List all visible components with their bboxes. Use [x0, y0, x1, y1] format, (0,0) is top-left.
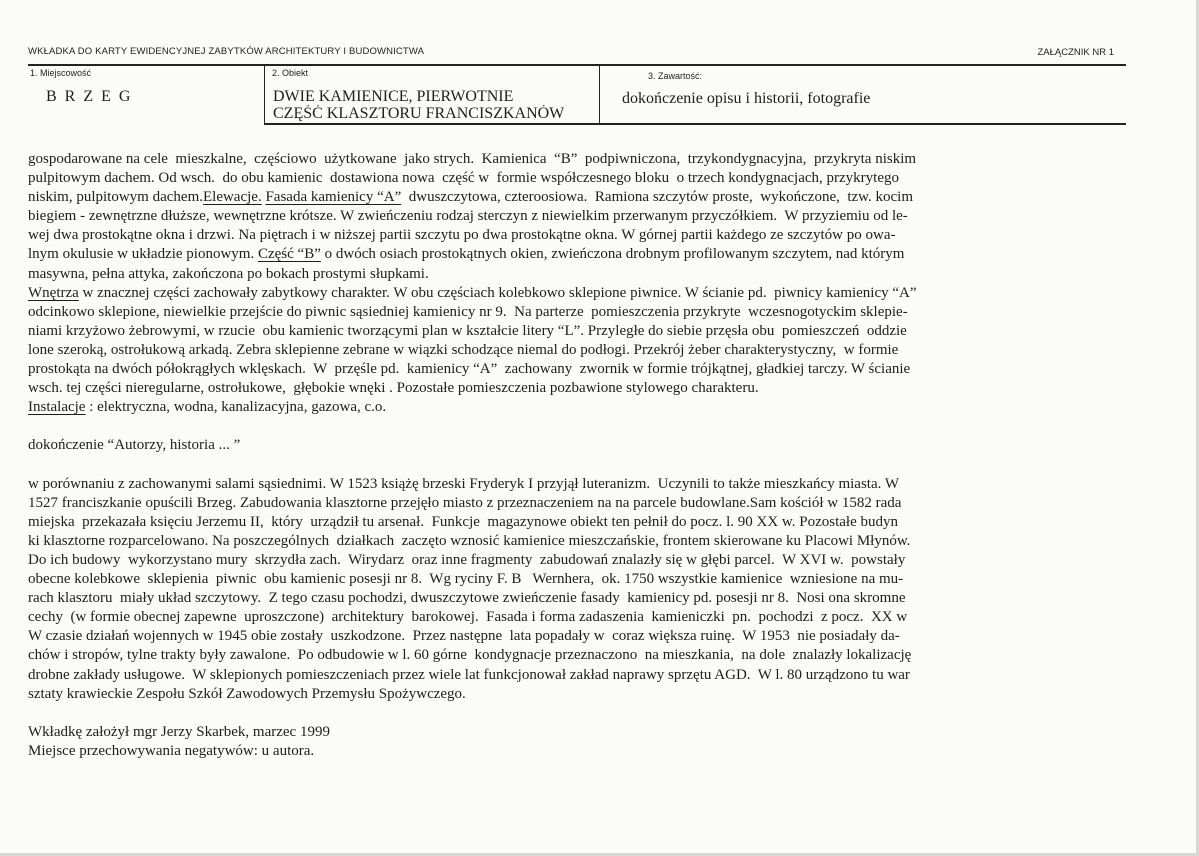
text-line: odcinkowo sklepione, niewielkie przejście do piwnic sąsiedniej kamienicy nr 9. Na parterze pomieszczenia przykryte wczesnogotyckim sklepie-	[28, 303, 908, 320]
text-line: masywna, pełna attyka, zakończona po bokach prostymi słupkami.	[28, 265, 429, 282]
text-segment: niskim, pulpitowym dachem.	[28, 189, 203, 206]
text-line: sztaty krawieckie Zespołu Szkół Zawodowych Przemysłu Spożywczego.	[28, 685, 466, 702]
form-title: WKŁADKA DO KARTY EWIDENCYJNEJ ZABYTKÓW ARCHITEKTURY I BUDOWNICTWA	[28, 46, 425, 57]
text-line: chów i stropów, tylne trakty były zawalone. Po odbudowie w l. 60 górne kondygnacje przeznaczono na mieszkania, na dole znalazły lokalizację	[28, 647, 912, 664]
text-segment: dwuszczytowa, czteroosiowa. Ramiona szczytów proste, wykończone, tzw. kocim	[401, 189, 914, 206]
text-segment: o dwóch osiach prostokątnych okien, zwieńczona drobnym profilowanym szczytem, nad którym	[320, 246, 905, 263]
top-rule	[28, 64, 1126, 66]
author-line: Wkładkę założył mgr Jerzy Skarbek, marzec 1999	[28, 723, 330, 740]
object-value-line2: CZĘŚĆ KLASZTORU FRANCISZKANÓW	[273, 105, 565, 122]
text-segment: : elektryczna, wodna, kanalizacyjna, gazowa, c.o.	[85, 399, 387, 416]
text-line: cechy (w formie obecnej zapewne uproszczone) architektury barokowej. Fasada i forma zadaszenia kamieniczki pn. pochodzi z pocz. XX w	[28, 609, 908, 626]
text-line: obecne kolebkowe sklepienia piwnic obu kamienic posesji nr 8. Wg ryciny F. B Wernhera, ok. 1750 wszystkie kamienice wzniesione na mu-	[28, 571, 904, 588]
text-line: lone szeroką, ostrołukową arkadą. Zebra sklepienne zebrane w wiązki schodzące niemal do podłogi. Przekrój żeber charakterystyczny, w formie	[28, 341, 899, 358]
field-divider-1	[264, 66, 265, 124]
text-line: 1527 franciszkanie opuścili Brzeg. Zabudowania klasztorne przejęło miasto z przeznaczeniem na na parcele budowlane.Sam kościół w 1582 rada	[28, 494, 902, 511]
heading-czesc-b: Część “B”	[257, 246, 321, 263]
object-value-line1: DWIE KAMIENICE, PIERWOTNIE	[273, 88, 514, 105]
text-line	[28, 188, 1128, 207]
text-line: niami krzyżowo żebrowymi, w rzucie obu kamienic tworzącymi plan w kształcie litery “L”. Przyległe do siebie przęsła obu pomieszczeń oddzie	[28, 322, 907, 339]
text-line: prostokąta na dwóch półokrągłych wklęskach. W przęśle pd. kamienicy “A” zachowany zwornik w formie trójkątnej, gładkiej tarczy. W ścianie	[28, 361, 911, 378]
place-value: B R Z E G	[46, 88, 133, 105]
fields-bottom-rule	[264, 123, 1126, 125]
text-line: wej dwa prostokątne okna i drzwi. Na piętrach i w niższej partii szczytu po dwa prostokątne okna. W górnej partii każdego ze szczytów po owa-	[28, 227, 896, 244]
text-line: w porównaniu z zachowanymi salami sąsiednimi. W 1523 książę brzeski Fryderyk I przyjął luteranizm. Uczynili to także mieszkańcy miasta. W	[28, 475, 899, 492]
heading-fasada-a: Fasada kamienicy “A”	[265, 189, 402, 206]
text-line: drobne zakłady usługowe. W sklepionych pomieszczeniach przez wiele lat funkcjonował zakład naprawy sprzętu AGD. W l. 80 urządzono tu war	[28, 666, 910, 683]
body-text	[28, 150, 1128, 761]
blank-line	[28, 456, 1128, 475]
annex-label: ZAŁĄCZNIK NR 1	[1037, 47, 1114, 58]
text-line: pulpitowym dachem. Od wsch. do obu kamienic dostawiona nowa część w formie współczesnego bloku o trzech kondygnacjach, przykrytego	[28, 170, 900, 187]
field-divider-2	[599, 66, 600, 124]
text-line: gospodarowane na cele mieszkalne, częściowo użytkowane jako strych. Kamienica “B” podpiwniczona, trzykondygnacyjna, przykryta niskim	[28, 151, 917, 167]
text-line: miejska przekazała księciu Jerzemu II, który urządził tu arsenał. Funkcje magazynowe obiekt ten pełnił do pocz. l. 90 XX w. Pozostałe budyn	[28, 513, 898, 530]
text-line	[28, 245, 1128, 264]
negatives-line: Miejsce przechowywania negatywów: u autora.	[28, 742, 315, 759]
text-line: dokończenie “Autorzy, historia ... ”	[28, 437, 241, 454]
place-label: 1. Miejscowość	[30, 68, 92, 78]
text-line: ki klasztorne rozparcelowano. Na poszczególnych działkach zaczęto wznosić kamienice mieszczańskie, frontem skierowane ku Placowi Młynów.	[28, 532, 911, 549]
text-segment: lnym okulusie w układzie pionowym.	[28, 246, 255, 263]
blank-line	[28, 704, 1128, 723]
text-line: Do ich budowy wykorzystano mury skrzydła zach. Wirydarz oraz inne fragmenty zabudowań znalazły się w głębi parcel. W XVI w. powstały	[28, 551, 906, 568]
object-label: 2. Obiekt	[272, 68, 309, 78]
heading-elewacje: Elewacje.	[202, 189, 262, 206]
heading-instalacje: Instalacje	[28, 399, 86, 416]
content-label: 3. Zawartość:	[648, 71, 703, 81]
heading-wnetrza: Wnętrza	[28, 284, 79, 301]
text-line: rach klasztoru miały układ szczytowy. Z tego czasu pochodzi, dwuszczytowe zwieńczenie fasady kamienicy pd. posesji nr 8. Nosi ona skromne	[28, 590, 906, 607]
text-line	[28, 398, 1128, 417]
text-line	[28, 284, 1128, 303]
text-line: W czasie działań wojennych w 1945 obie zostały uszkodzone. Przez następne lata popadały w coraz większa ruinę. W 1953 nie posiadały da-	[28, 628, 900, 645]
text-line: wsch. tej części nieregularne, ostrołukowe, głębokie wnęki . Pozostałe pomieszczenia pozbawione stylowego charakteru.	[28, 380, 759, 397]
content-value: dokończenie opisu i historii, fotografie	[622, 90, 871, 107]
blank-line	[28, 417, 1128, 436]
text-line: biegiem - zewnętrzne dłuższe, wewnętrzne krótsze. W zwieńczeniu rodzaj sterczyn z niewielkim przerwanym przyczółkiem. W przyziemiu od le-	[28, 208, 908, 225]
text-segment: w znacznej części zachowały zabytkowy charakter. W obu częściach kolebkowo sklepione piwnice. W ścianie pd. piwnicy kamienicy “A”	[78, 284, 917, 301]
